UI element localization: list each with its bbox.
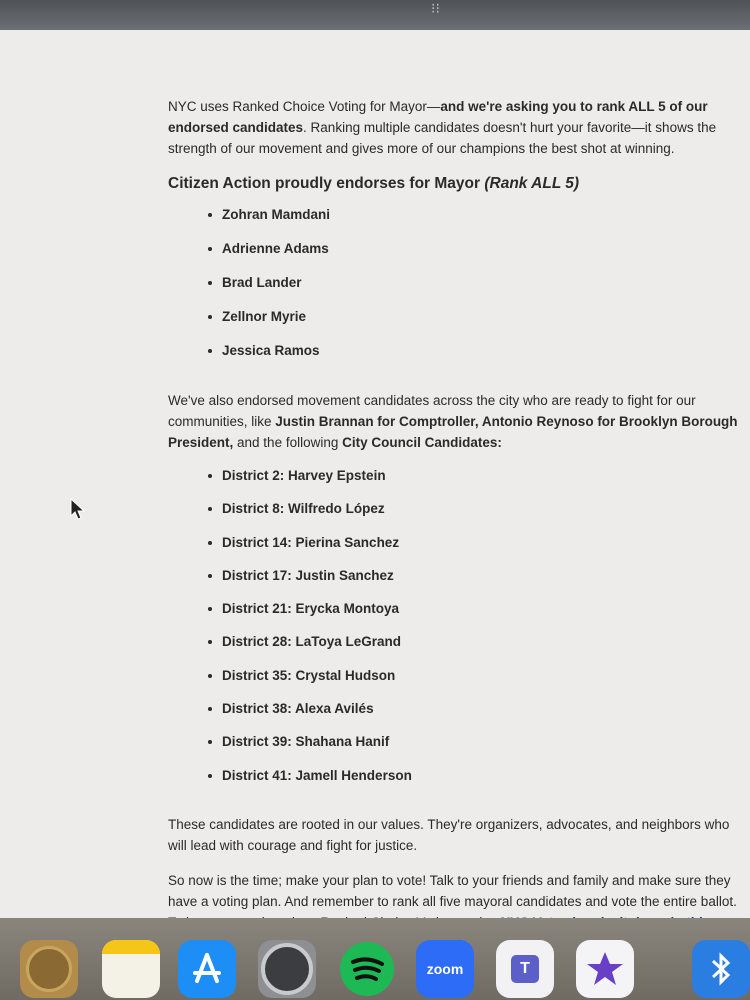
- list-item: District 38: Alexa Avilés: [168, 700, 740, 733]
- list-item: District 39: Shahana Hanif: [168, 733, 740, 766]
- list-item: District 41: Jamell Henderson: [168, 767, 740, 800]
- email-content: [168, 96, 740, 968]
- list-item: District 28: LaToya LeGrand: [168, 633, 740, 666]
- app-store-icon[interactable]: [178, 940, 236, 998]
- email-body: [0, 30, 750, 918]
- system-settings-icon[interactable]: [258, 940, 316, 998]
- mayor-list: [168, 206, 740, 376]
- list-item: District 14: Pierina Sanchez: [168, 534, 740, 567]
- list-item: District 2: Harvey Epstein: [168, 467, 740, 500]
- imovie-icon[interactable]: [576, 940, 634, 998]
- mouse-cursor-icon: [70, 498, 86, 520]
- grip-icon: ⁝⁝: [431, 0, 440, 16]
- list-item: Zohran Mamdani: [168, 206, 740, 240]
- list-item: District 35: Crystal Hudson: [168, 667, 740, 700]
- closing-paragraph: So now is the time; make your plan to vote! Talk to your friends and family and make sure they have a voting plan. And remember to rank all five mayoral candidates and vote the entire ballot.: [168, 870, 740, 954]
- council-list: [168, 467, 740, 800]
- zoom-icon[interactable]: [416, 940, 474, 998]
- values-paragraph: These candidates are rooted in our values. They're organizers, advocates, and neighbors who will lead with courage and fight for justice.: [168, 816, 730, 853]
- notes-icon[interactable]: [102, 940, 160, 998]
- movement-paragraph: We've also endorsed movement candidates across the city who are ready to fight for our communities, like Justin Brannan for Comptroller, Antonio Reynoso for Brooklyn Borough President, and the following City Council Candidates:: [168, 393, 738, 450]
- browser-top-bar: [0, 0, 750, 30]
- list-item: Zellnor Myrie: [168, 308, 740, 342]
- list-item: Jessica Ramos: [168, 342, 740, 376]
- mayor-heading: Citizen Action proudly endorses for Mayor (Rank ALL 5): [168, 175, 580, 192]
- intro-paragraph: NYC uses Ranked Choice Voting for Mayor—and we're asking you to rank ALL 5 of our endorsed candidates. Ranking multiple candidates doesn't hurt your favorite—it shows the strength of our movement and gives more of our champions the best shot at winning.: [168, 99, 717, 156]
- finder-icon[interactable]: [20, 940, 78, 998]
- list-item: Adrienne Adams: [168, 240, 740, 274]
- list-item: Brad Lander: [168, 274, 740, 308]
- zoom-label: zoom: [426, 961, 464, 977]
- bluetooth-icon[interactable]: [692, 940, 750, 998]
- list-item: District 17: Justin Sanchez: [168, 567, 740, 600]
- spotify-icon[interactable]: [338, 940, 396, 998]
- dock: [0, 918, 750, 1000]
- list-item: District 21: Erycka Montoya: [168, 600, 740, 633]
- list-item: District 8: Wilfredo López: [168, 500, 740, 533]
- teams-icon[interactable]: T: [496, 940, 554, 998]
